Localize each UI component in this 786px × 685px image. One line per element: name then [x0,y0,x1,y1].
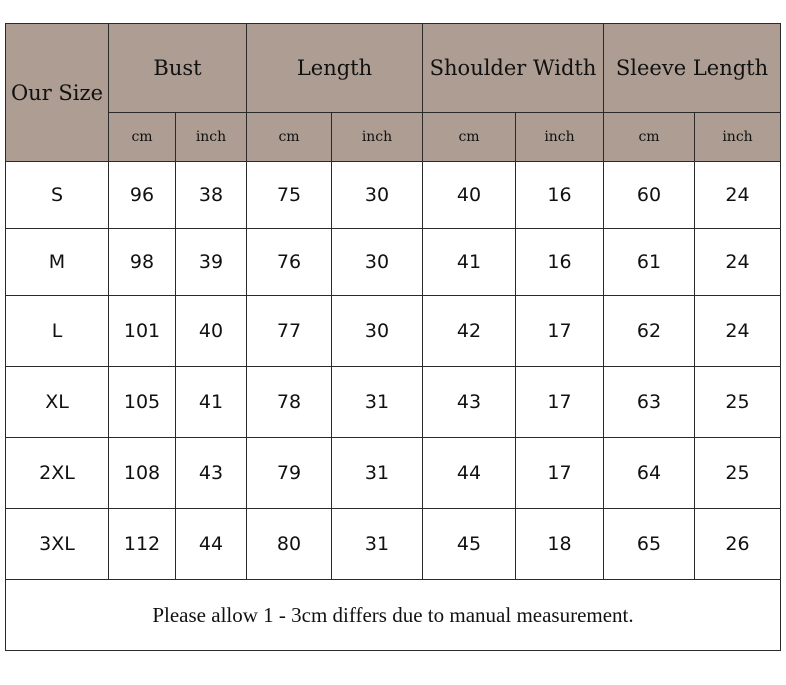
size-cell: XL [6,367,109,438]
unit-bust-cm: cm [109,113,176,162]
unit-shoulder-cm: cm [423,113,516,162]
sleeve-inch-cell: 25 [695,367,781,438]
bust-cm-cell: 101 [109,296,176,367]
unit-shoulder-inch: inch [516,113,604,162]
bust-inch-cell: 40 [176,296,247,367]
header-bust: Bust [109,24,247,113]
bust-cm-cell: 108 [109,438,176,509]
shoulder-inch-cell: 18 [516,509,604,580]
length-cm-cell: 76 [247,229,332,296]
table-row-s [6,162,781,229]
length-inch-cell: 31 [332,509,423,580]
shoulder-cm-cell: 41 [423,229,516,296]
table-row-2xl [6,438,781,509]
sleeve-cm-cell: 61 [604,229,695,296]
bust-cm-cell: 98 [109,229,176,296]
table-row-3xl [6,509,781,580]
unit-length-inch: inch [332,113,423,162]
table-row-l [6,296,781,367]
bust-inch-cell: 43 [176,438,247,509]
unit-sleeve-cm: cm [604,113,695,162]
shoulder-inch-cell: 16 [516,162,604,229]
sleeve-inch-cell: 24 [695,162,781,229]
sleeve-cm-cell: 62 [604,296,695,367]
table-row-m [6,229,781,296]
bust-cm-cell: 105 [109,367,176,438]
sleeve-cm-cell: 64 [604,438,695,509]
sleeve-inch-cell: 25 [695,438,781,509]
sleeve-inch-cell: 26 [695,509,781,580]
bust-inch-cell: 41 [176,367,247,438]
bust-inch-cell: 39 [176,229,247,296]
sleeve-cm-cell: 65 [604,509,695,580]
sleeve-inch-cell: 24 [695,229,781,296]
size-cell: M [6,229,109,296]
length-inch-cell: 30 [332,162,423,229]
length-cm-cell: 78 [247,367,332,438]
size-chart-table [5,23,781,651]
table-row-xl [6,367,781,438]
unit-bust-inch: inch [176,113,247,162]
unit-length-cm: cm [247,113,332,162]
bust-cm-cell: 112 [109,509,176,580]
header-shoulder-width: Shoulder Width [423,24,604,113]
shoulder-inch-cell: 17 [516,367,604,438]
shoulder-cm-cell: 45 [423,509,516,580]
size-cell: L [6,296,109,367]
length-inch-cell: 30 [332,229,423,296]
size-cell: S [6,162,109,229]
length-inch-cell: 31 [332,438,423,509]
bust-inch-cell: 44 [176,509,247,580]
table-header [6,24,781,162]
sleeve-cm-cell: 63 [604,367,695,438]
size-cell: 3XL [6,509,109,580]
length-cm-cell: 79 [247,438,332,509]
note-row [6,580,781,651]
length-inch-cell: 31 [332,367,423,438]
length-cm-cell: 77 [247,296,332,367]
bust-cm-cell: 96 [109,162,176,229]
shoulder-inch-cell: 17 [516,438,604,509]
shoulder-inch-cell: 16 [516,229,604,296]
shoulder-cm-cell: 44 [423,438,516,509]
shoulder-cm-cell: 43 [423,367,516,438]
header-sleeve-length: Sleeve Length [604,24,781,113]
size-cell: 2XL [6,438,109,509]
table-body [6,162,781,651]
header-our-size: Our Size [6,24,109,162]
bust-inch-cell: 38 [176,162,247,229]
unit-sleeve-inch: inch [695,113,781,162]
sleeve-inch-cell: 24 [695,296,781,367]
shoulder-cm-cell: 42 [423,296,516,367]
header-length: Length [247,24,423,113]
shoulder-inch-cell: 17 [516,296,604,367]
measurement-note: Please allow 1 - 3cm differs due to manual measurement. [6,580,781,651]
length-inch-cell: 30 [332,296,423,367]
shoulder-cm-cell: 40 [423,162,516,229]
length-cm-cell: 80 [247,509,332,580]
sleeve-cm-cell: 60 [604,162,695,229]
length-cm-cell: 75 [247,162,332,229]
